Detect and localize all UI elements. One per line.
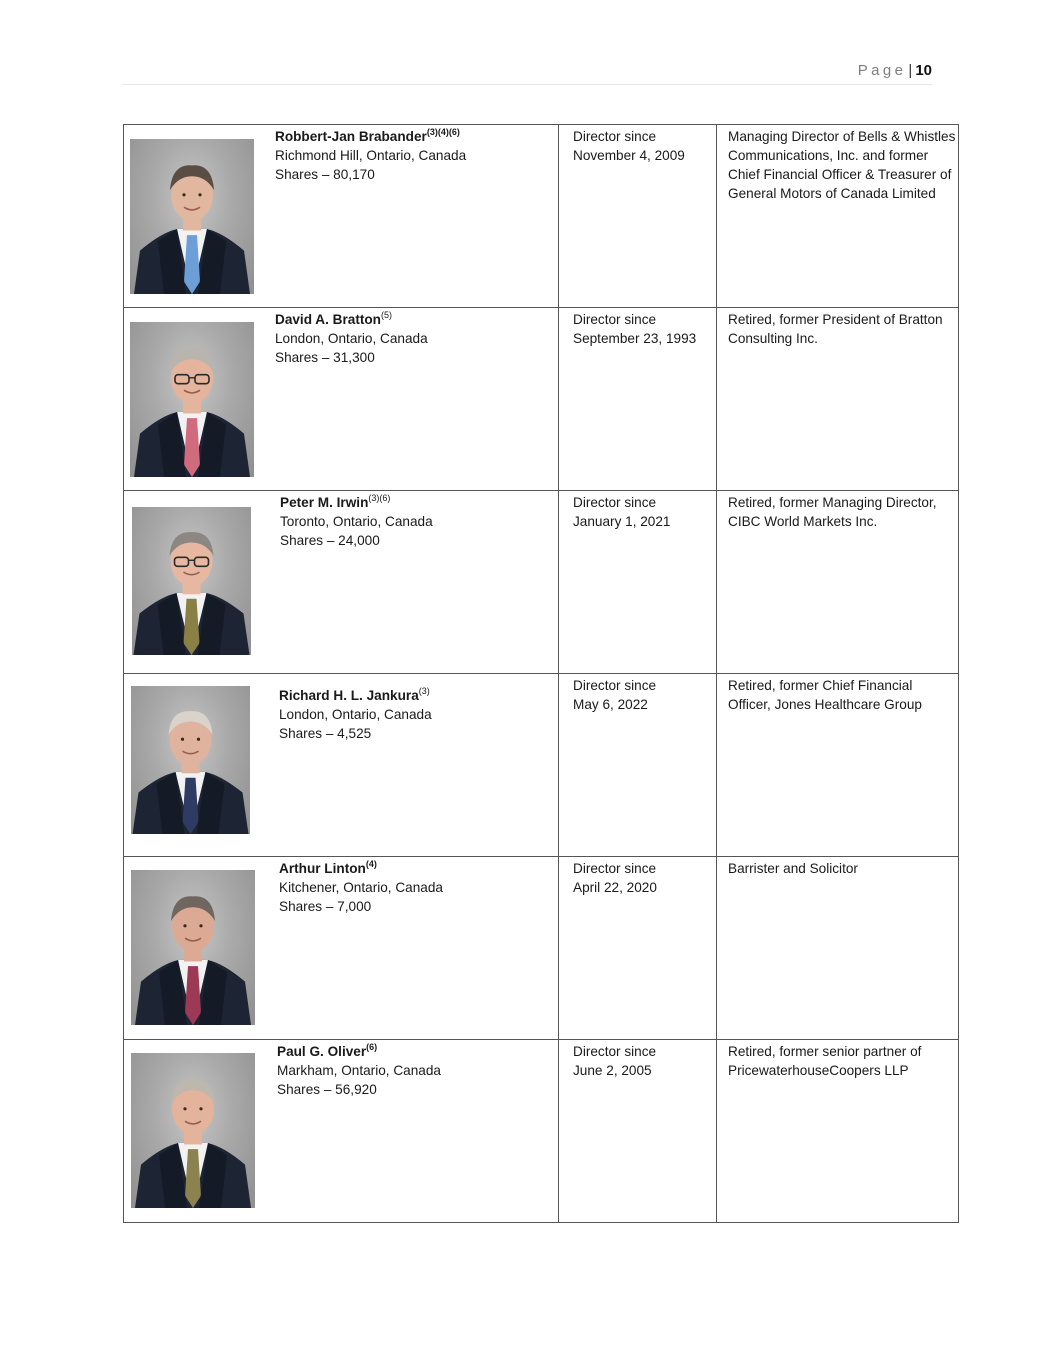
director-occupation: Retired, former Chief Financial Officer, Jones Healthcare Group (717, 674, 959, 857)
director-occupation: Retired, former Managing Director, CIBC World Markets Inc. (717, 491, 959, 674)
director-since-label: Director since (573, 495, 657, 510)
director-profile-cell (124, 1040, 559, 1223)
director-since-label: Director since (573, 861, 657, 876)
page-label: Page (857, 62, 907, 79)
director-since-date: November 4, 2009 (573, 148, 685, 163)
director-profile-cell (124, 308, 559, 491)
director-since-cell (559, 125, 717, 308)
director-shares: Shares – 7,000 (279, 899, 372, 914)
table-row (124, 674, 959, 857)
director-name: Richard H. L. Jankura$^{(3)}$ (279, 686, 430, 703)
director-since-label: Director since (573, 312, 657, 327)
director-location: Richmond Hill, Ontario, Canada (275, 148, 467, 163)
page-separator: | (908, 62, 913, 79)
director-notes: (5) (381, 310, 392, 320)
director-photo (130, 322, 254, 477)
table-row (124, 308, 959, 491)
director-occupation: Barrister and Solicitor (717, 857, 959, 1040)
director-info (274, 674, 432, 834)
table-row (124, 857, 959, 1040)
director-profile-cell (124, 857, 559, 1040)
director-shares: Shares – 24,000 (280, 533, 380, 548)
director-since-date: September 23, 1993 (573, 331, 697, 346)
director-since-cell (559, 674, 717, 857)
page-header (122, 56, 932, 85)
director-since-label: Director since (573, 1044, 657, 1059)
director-shares: Shares – 31,300 (275, 350, 375, 365)
director-since-cell (559, 1040, 717, 1223)
director-photo (132, 507, 251, 655)
director-occupation: Retired, former President of Bratton Consulting Inc. (717, 308, 959, 491)
director-since-date: May 6, 2022 (573, 697, 648, 712)
director-shares: Shares – 80,170 (275, 167, 375, 182)
director-since-date: January 1, 2021 (573, 514, 671, 529)
director-info (275, 308, 428, 477)
page-number-value: 10 (915, 62, 932, 79)
director-shares: Shares – 56,920 (277, 1082, 377, 1097)
director-profile-cell (124, 125, 559, 308)
director-notes: (3)(4)(6) (426, 127, 460, 137)
director-photo (131, 686, 250, 834)
director-location: London, Ontario, Canada (275, 331, 428, 346)
directors-table (123, 124, 959, 1223)
director-location: Toronto, Ontario, Canada (280, 514, 433, 529)
director-photo (131, 1053, 255, 1208)
director-name: Robbert-Jan Brabander$^{(3)(4)(6)}$ (275, 127, 460, 144)
director-occupation: Retired, former senior partner of PricewaterhouseCoopers LLP (717, 1040, 959, 1223)
director-notes: (6) (366, 1042, 378, 1052)
director-since-date: April 22, 2020 (573, 880, 657, 895)
director-profile-cell (124, 491, 559, 674)
director-location: Markham, Ontario, Canada (277, 1063, 441, 1078)
director-notes: (3)(6) (368, 493, 391, 503)
director-since-label: Director since (573, 129, 657, 144)
director-location: London, Ontario, Canada (279, 707, 432, 722)
director-info (275, 491, 433, 655)
director-info (274, 857, 443, 1025)
director-info (275, 125, 466, 294)
table-row (124, 1040, 959, 1223)
director-name: Arthur Linton$^{(4)}$ (279, 859, 377, 876)
director-shares: Shares – 4,525 (279, 726, 372, 741)
director-name: Paul G. Oliver$^{(6)}$ (277, 1042, 378, 1059)
director-since-cell (559, 491, 717, 674)
director-info (272, 1040, 441, 1208)
director-notes: (3) (418, 686, 430, 696)
page-number (858, 62, 932, 79)
director-since-cell (559, 308, 717, 491)
table-row (124, 491, 959, 674)
director-occupation: Managing Director of Bells & Whistles Communications, Inc. and former Chief Financial Officer & Treasurer of General Motors of Canada Limited (717, 125, 959, 308)
director-name: David A. Bratton$^{(5)}$ (275, 310, 392, 327)
director-photo (130, 139, 254, 294)
director-location: Kitchener, Ontario, Canada (279, 880, 443, 895)
director-notes: (4) (365, 859, 377, 869)
director-photo (131, 870, 255, 1025)
director-name: Peter M. Irwin$^{(3)(6)}$ (280, 493, 391, 510)
director-since-label: Director since (573, 678, 657, 693)
table-row (124, 125, 959, 308)
director-profile-cell (124, 674, 559, 857)
director-since-date: June 2, 2005 (573, 1063, 652, 1078)
director-since-cell (559, 857, 717, 1040)
